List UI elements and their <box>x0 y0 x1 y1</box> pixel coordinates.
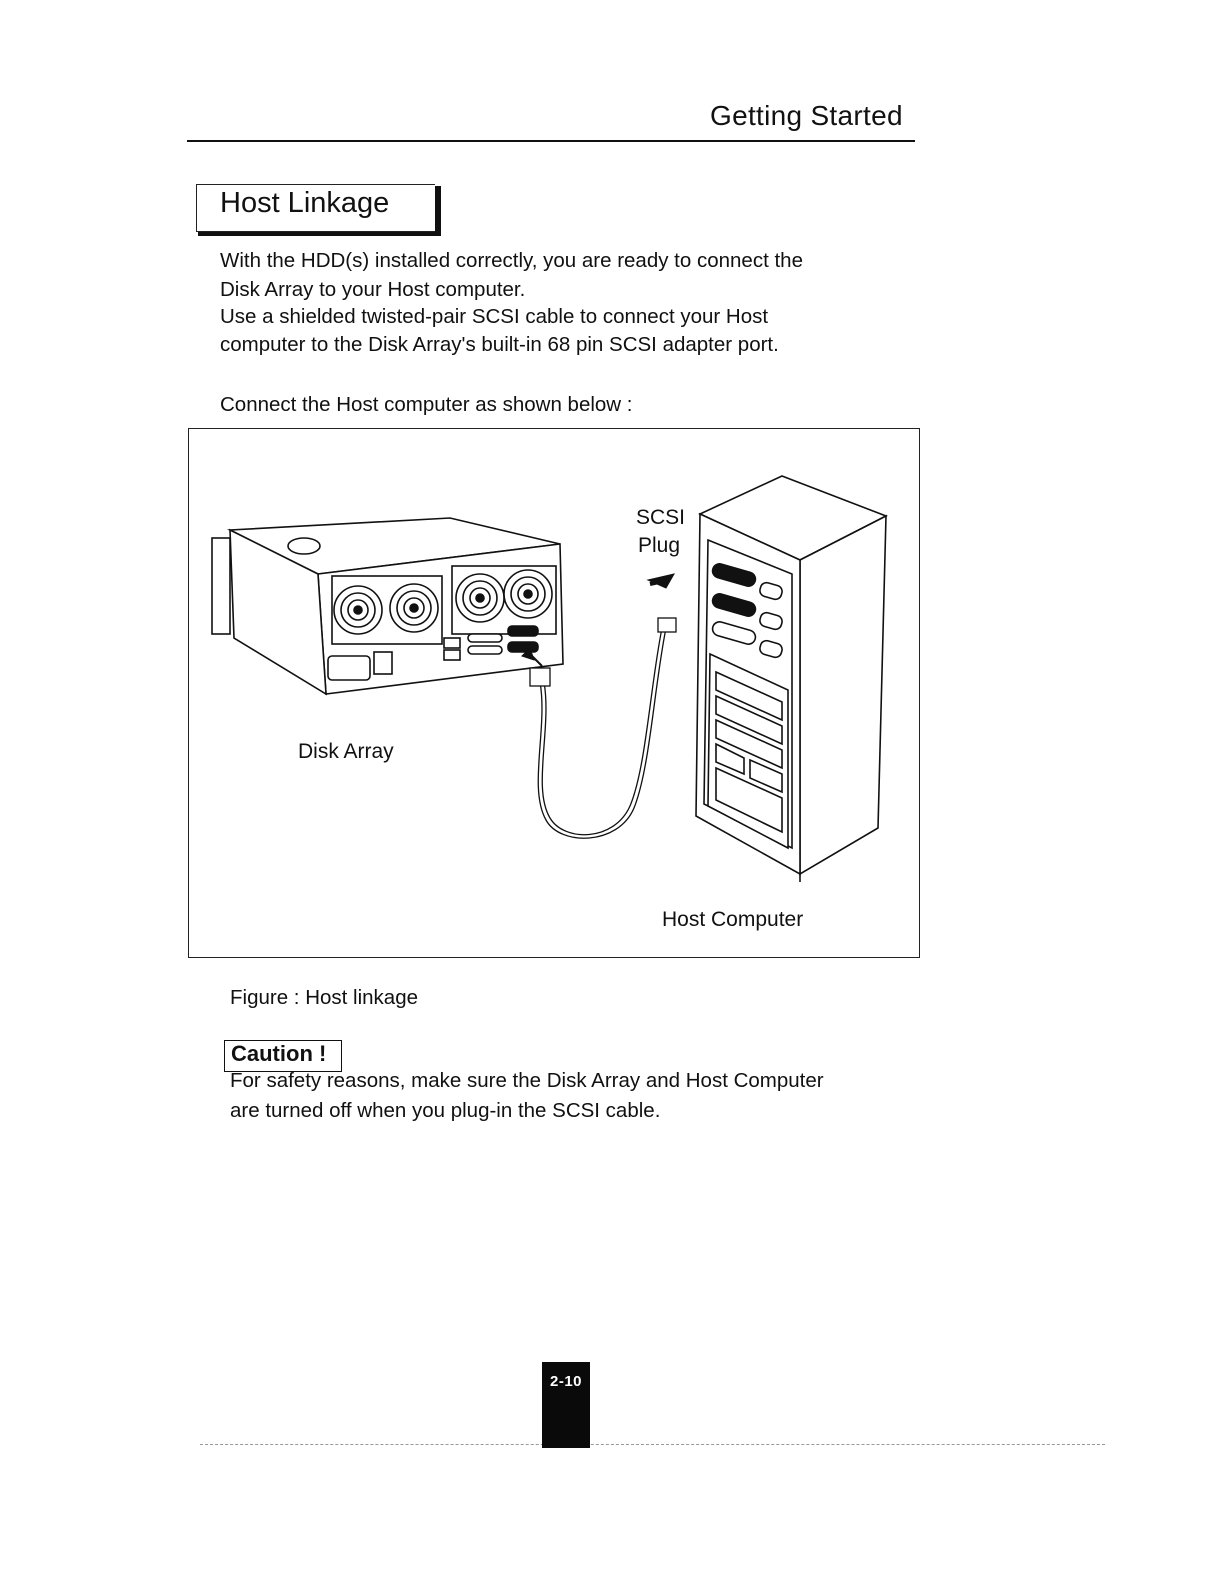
page-header-title: Getting Started <box>710 100 903 131</box>
caution-line-1: For safety reasons, make sure the Disk Array and Host Computer <box>230 1069 824 1092</box>
intro-line-4: computer to the Disk Array's built-in 68 pin SCSI adapter port. <box>220 333 779 356</box>
footer-rule <box>200 1444 1105 1446</box>
page-number: 2-10 <box>549 1373 583 1390</box>
header-rule <box>187 140 915 142</box>
figure-caption: Figure : Host linkage <box>230 986 419 1009</box>
intro-line-2: Disk Array to your Host computer. <box>220 278 526 301</box>
label-host-computer: Host Computer <box>662 908 804 931</box>
connect-instruction: Connect the Host computer as shown below : <box>220 393 633 416</box>
intro-line-1: With the HDD(s) installed correctly, you are ready to connect the <box>220 249 803 272</box>
section-title: Host Linkage <box>220 187 390 219</box>
intro-line-3: Use a shielded twisted-pair SCSI cable to connect your Host <box>220 305 769 328</box>
host-computer-illustration <box>696 476 886 882</box>
caution-line-2: are turned off when you plug-in the SCSI cable. <box>230 1099 661 1122</box>
host-linkage-diagram <box>188 428 918 956</box>
disk-array-illustration <box>212 518 563 694</box>
label-disk-array: Disk Array <box>298 740 394 763</box>
caution-label: Caution ! <box>231 1041 327 1066</box>
label-plug: Plug <box>638 534 681 557</box>
label-scsi: SCSI <box>636 506 686 529</box>
